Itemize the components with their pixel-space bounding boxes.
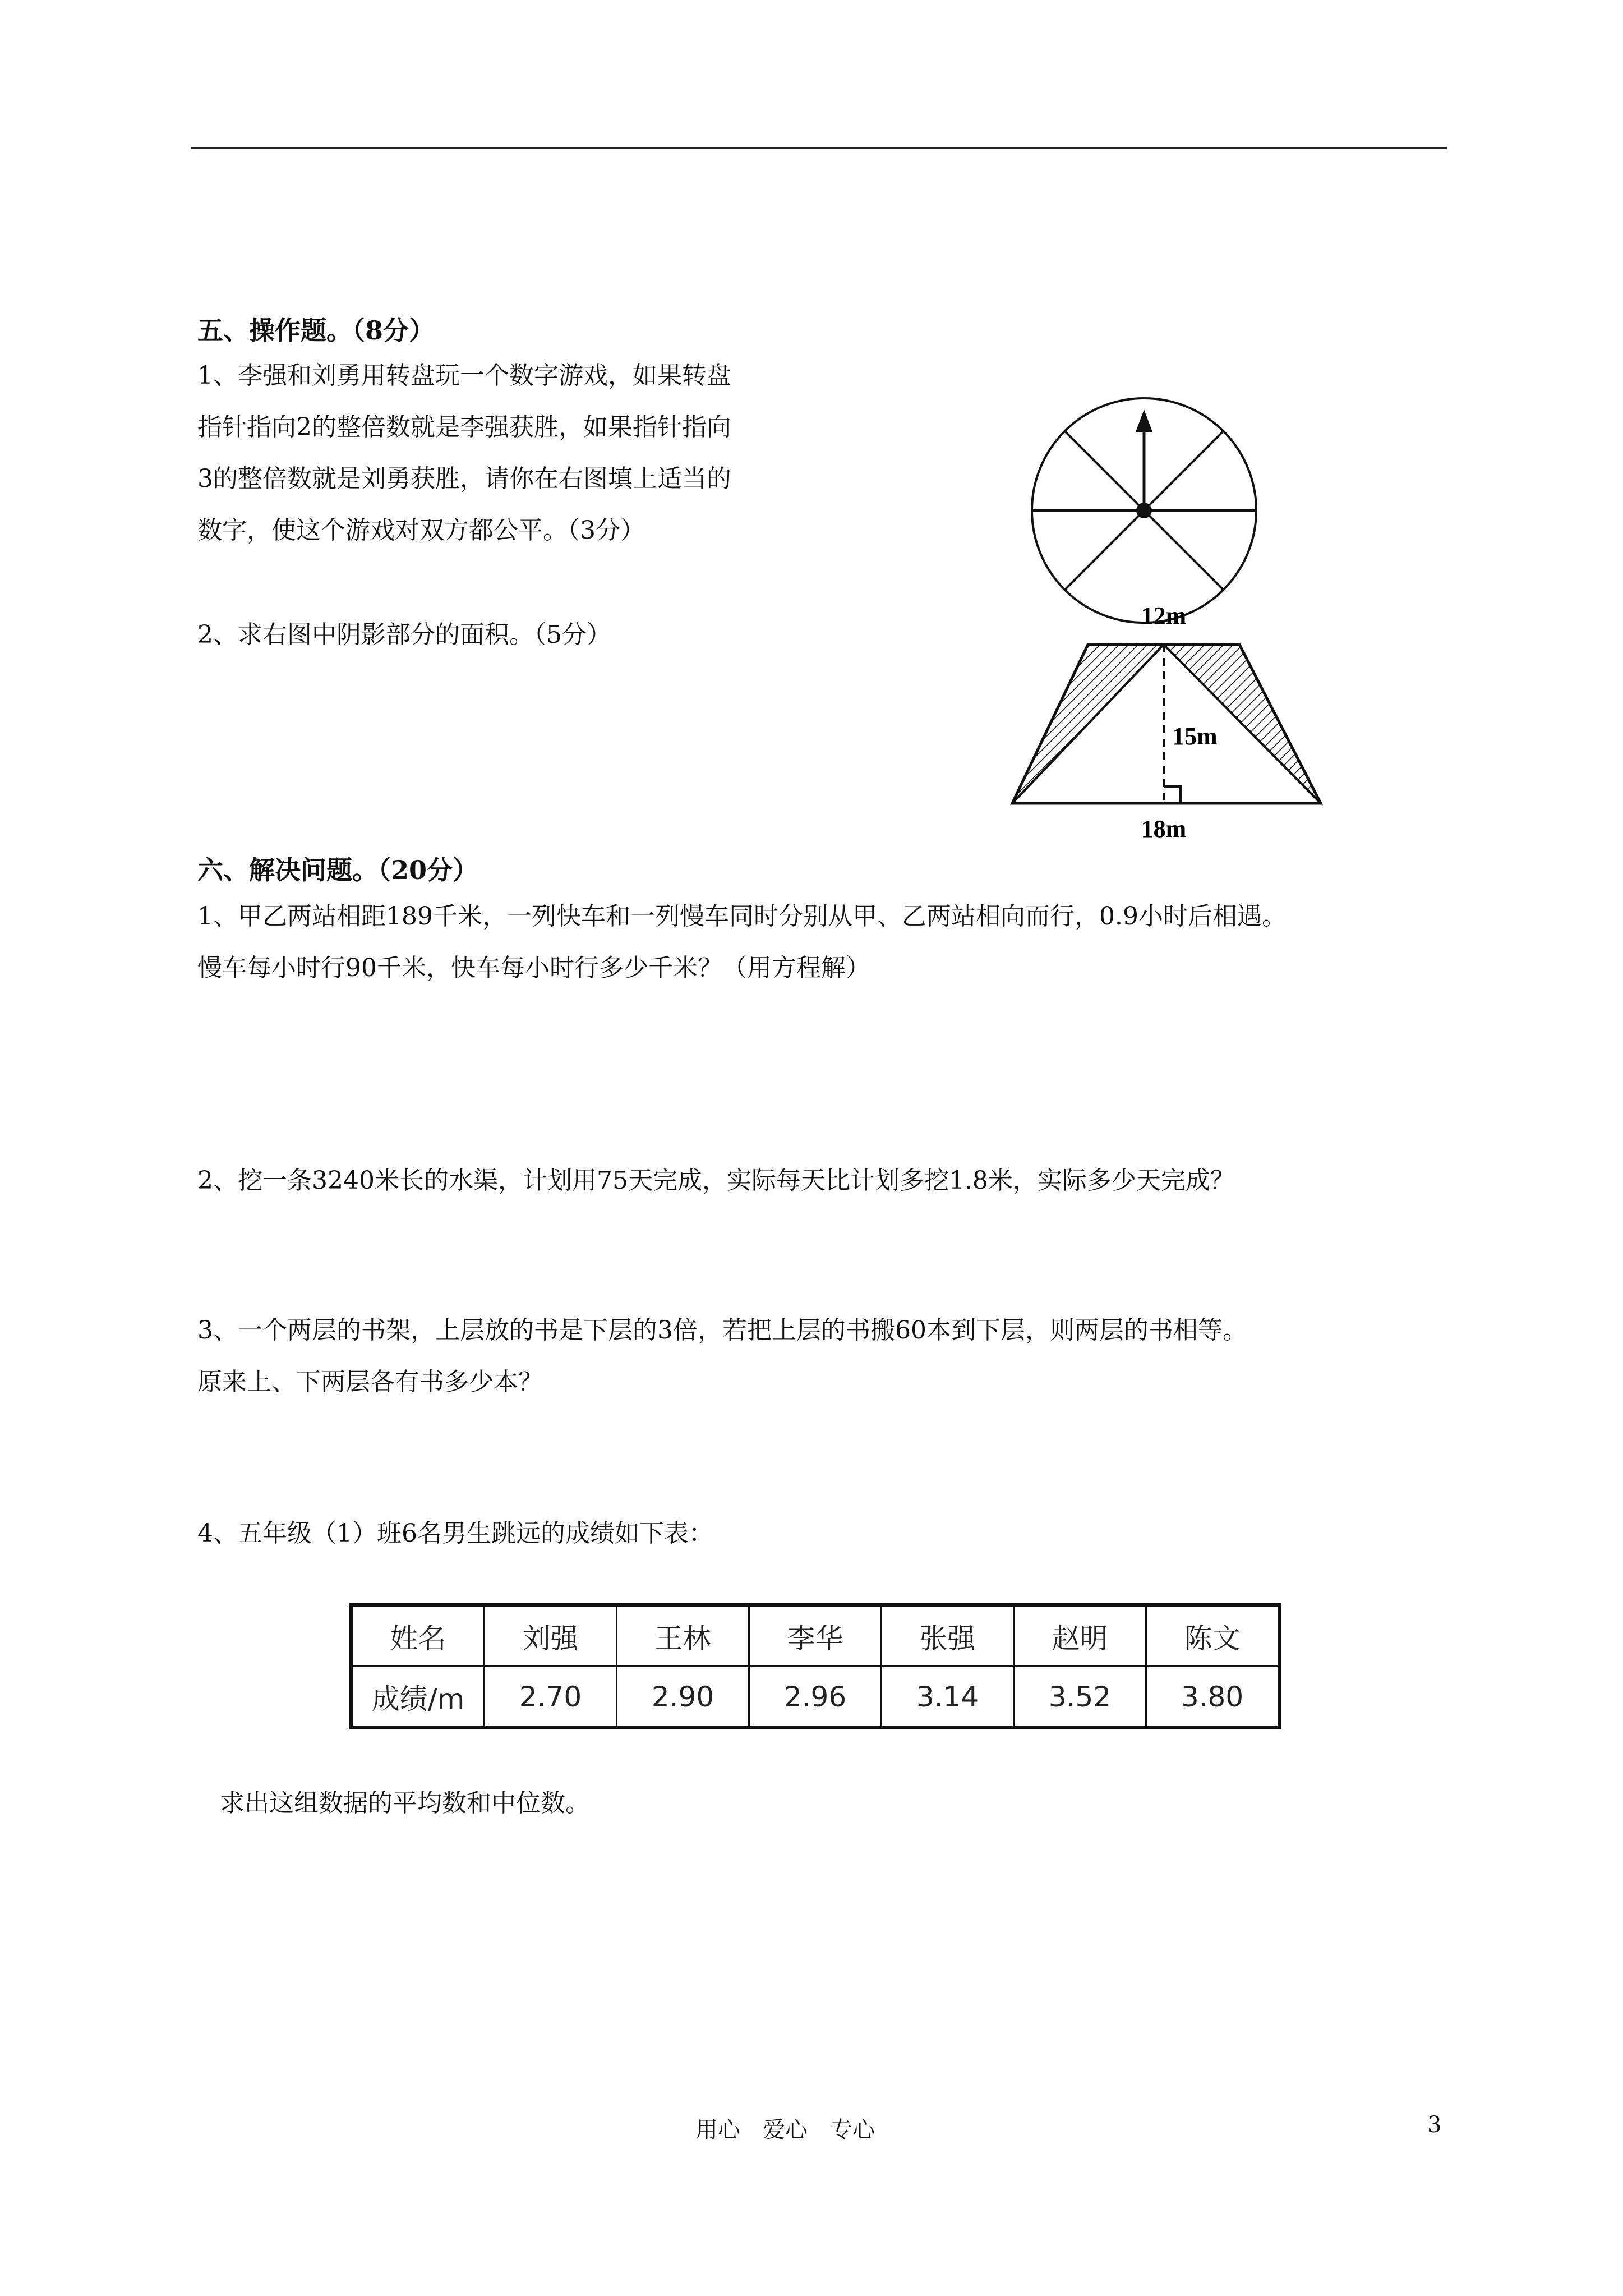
s5-q1-line2: 指针指向2的整倍数就是李强获胜，如果指针指向 <box>197 413 731 441</box>
s6-q4-text: 4、五年级（1）班6名男生跳远的成绩如下表： <box>197 1519 713 1548</box>
table-cell: 刘强 <box>485 1605 617 1667</box>
s6-q1-line1: 1、甲乙两站相距189千米，一列快车和一列慢车同时分别从甲、乙两站相向而行，0.9小时后相遇。 <box>197 902 1287 931</box>
table-cell: 赵明 <box>1014 1605 1146 1667</box>
page-number: 3 <box>1427 2112 1442 2138</box>
table-cell: 3.52 <box>1014 1667 1146 1728</box>
trapezoid-figure <box>1004 607 1340 854</box>
table-cell: 成绩/m <box>351 1667 485 1728</box>
long-jump-table <box>349 1603 1281 1729</box>
table-cell: 2.90 <box>617 1667 749 1728</box>
section6-heading: 六、解决问题。（20分） <box>197 855 479 885</box>
table-cell: 姓名 <box>351 1605 485 1667</box>
table-header-row <box>351 1605 1279 1667</box>
s6-q3-line1: 3、一个两层的书架，上层放的书是下层的3倍，若把上层的书搬60本到下层，则两层的书相等。 <box>197 1316 1247 1345</box>
table-cell: 李华 <box>749 1605 882 1667</box>
s6-q3-line2: 原来上、下两层各有书多少本？ <box>197 1368 543 1396</box>
header-rule <box>191 147 1447 149</box>
s5-q2-text: 2、求右图中阴影部分的面积。（5分） <box>197 620 611 649</box>
right-angle-mark <box>1164 786 1181 803</box>
trapezoid-top-label: 12m <box>1141 607 1187 629</box>
s5-q1-line3: 3的整倍数就是刘勇获胜，请你在右图填上适当的 <box>197 464 731 493</box>
table-cell: 2.70 <box>485 1667 617 1728</box>
trapezoid-height-label: 15m <box>1172 723 1218 750</box>
pointer-arrowhead <box>1136 409 1152 432</box>
footer-motto: 用心 爱心 专心 <box>695 2117 875 2143</box>
table-cell: 王林 <box>617 1605 749 1667</box>
table-cell: 2.96 <box>749 1667 882 1728</box>
s5-q1-line1: 1、李强和刘勇用转盘玩一个数字游戏，如果转盘 <box>197 361 731 390</box>
table-cell: 3.14 <box>882 1667 1014 1728</box>
s6-q4-prompt: 求出这组数据的平均数和中位数。 <box>220 1789 590 1818</box>
table-cell: 3.80 <box>1146 1667 1280 1728</box>
spinner-center <box>1136 503 1152 518</box>
spinner-figure <box>1026 393 1262 628</box>
table-cell: 张强 <box>882 1605 1014 1667</box>
section5-heading: 五、操作题。（8分） <box>197 315 435 346</box>
s6-q2-text: 2、挖一条3240米长的水渠，计划用75天完成，实际每天比计划多挖1.8米，实际多少天完成？ <box>197 1166 1235 1195</box>
s5-q1-line4: 数字，使这个游戏对双方都公平。（3分） <box>197 516 645 545</box>
s6-q1-line2: 慢车每小时行90千米，快车每小时行多少千米？（用方程解） <box>197 954 870 982</box>
table-row <box>351 1667 1279 1728</box>
table-cell: 陈文 <box>1146 1605 1280 1667</box>
trapezoid-bottom-label: 18m <box>1141 815 1187 843</box>
